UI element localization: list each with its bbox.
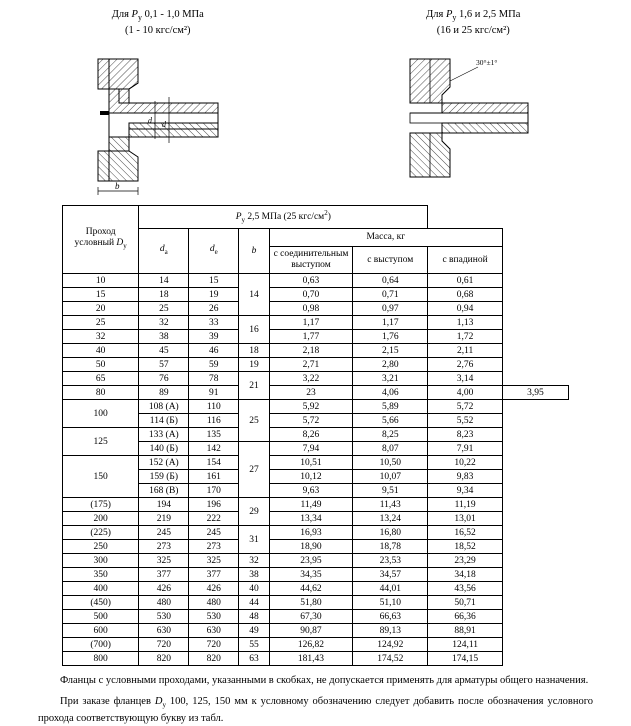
cell-mass-1: 0,70 [269,288,353,302]
cell-b: 40 [239,582,269,596]
cell-mass-1: 16,93 [269,526,353,540]
table-row [63,554,569,568]
table-row [63,414,569,428]
cell-mass-1: 13,34 [269,512,353,526]
cell-mass-1: 181,43 [269,652,353,666]
header-mass-group: Масса, кг [269,229,502,247]
cell-mass-1: 3,22 [269,372,353,386]
figure-left-caption [13,8,303,37]
cell-dn: 125 [63,428,139,456]
cell-da: 57 [139,358,189,372]
cell-db: 222 [189,512,239,526]
angle-label: 30°±1° [476,58,498,68]
figure-right-caption-line1: Для $P_у$ 1,6 и 2,5 МПа [426,9,521,23]
table-row [63,526,569,540]
cell-dn: 350 [63,568,139,582]
cell-dn: 80 [63,386,139,400]
cell-dn: 800 [63,652,139,666]
cell-da: 426 [139,582,189,596]
cell-mass-1: 8,26 [269,428,353,442]
cell-b: 14 [239,274,269,316]
header-mass-2: с выступом [353,247,428,274]
cell-mass-3: 1,13 [428,316,503,330]
cell-db: 15 [189,274,239,288]
table-row [63,470,569,484]
cell-dn: 150 [63,456,139,498]
cell-db: 59 [189,358,239,372]
cell-mass-3: 3,95 [502,386,568,400]
cell-db: 480 [189,596,239,610]
table-row [63,652,569,666]
cell-da: 114 (Б) [139,414,189,428]
cell-mass-2: 66,63 [353,610,428,624]
cell-mass-2: 0,71 [353,288,428,302]
cell-mass-1: 51,80 [269,596,353,610]
header-db: $d_е$ [189,229,239,274]
header-mass-3: с впадиной [428,247,503,274]
cell-db: 78 [189,372,239,386]
table-row [63,610,569,624]
table-row [63,428,569,442]
cell-mass-2: 2,15 [353,344,428,358]
cell-mass-3: 9,34 [428,484,503,498]
cell-da: 168 (В) [139,484,189,498]
cell-db: 196 [189,498,239,512]
svg-text:b: b [114,181,120,192]
figure-right-caption-line2: (16 и 25 кгс/см²) [436,25,510,37]
cell-dn: (700) [63,638,139,652]
cell-mass-3: 11,19 [428,498,503,512]
table-row [63,582,569,596]
table-row [63,316,569,330]
table-row [63,484,569,498]
cell-b: 16 [239,316,269,344]
cell-mass-3: 66,36 [428,610,503,624]
cell-dn: 65 [63,372,139,386]
cell-b: 32 [239,554,269,568]
cell-mass-2: 124,92 [353,638,428,652]
figure-left-caption-line1: Для $P_у$ 0,1 - 1,0 МПа [111,9,204,23]
cell-da: 194 [139,498,189,512]
cell-dn: 10 [63,274,139,288]
cell-mass-2: 10,50 [353,456,428,470]
cell-b: 25 [239,400,269,442]
flange-table-body [63,274,569,666]
cell-dn: 200 [63,512,139,526]
cell-da: 530 [139,610,189,624]
cell-mass-1: 2,18 [269,344,353,358]
cell-b: 44 [239,596,269,610]
header-mass-1: с соединительным выступом [269,247,353,274]
cell-dn: 40 [63,344,139,358]
cell-da: 630 [139,624,189,638]
table-row [63,288,569,302]
cell-da: 720 [139,638,189,652]
cell-da: 38 [139,330,189,344]
cell-da: 76 [139,372,189,386]
cell-mass-3: 5,72 [428,400,503,414]
cell-mass-2: 13,24 [353,512,428,526]
cell-b: 23 [269,386,353,400]
cell-dn: 250 [63,540,139,554]
table-row [63,358,569,372]
table-row [63,372,569,386]
cell-dn: 100 [63,400,139,428]
notes-section [0,666,631,726]
cell-mass-1: 7,94 [269,442,353,456]
cell-mass-2: 3,21 [353,372,428,386]
cell-mass-2: 16,80 [353,526,428,540]
cell-mass-2: 0,97 [353,302,428,316]
cell-db: 245 [189,526,239,540]
cell-da: 219 [139,512,189,526]
cell-mass-1: 10,51 [269,456,353,470]
cell-mass-2: 10,07 [353,470,428,484]
cell-dn: (225) [63,526,139,540]
header-b: b [239,229,269,274]
figure-right-caption [328,8,618,37]
cell-b: 29 [239,498,269,526]
table-row [63,638,569,652]
table-row [63,442,569,456]
cell-mass-3: 43,56 [428,582,503,596]
cell-mass-1: 0,63 [269,274,353,288]
cell-da: 14 [139,274,189,288]
table-row [63,330,569,344]
cell-mass-1: 126,82 [269,638,353,652]
cell-mass-3: 34,18 [428,568,503,582]
cell-b: 27 [239,442,269,498]
cell-mass-3: 23,29 [428,554,503,568]
table-row [63,596,569,610]
cell-da: 89 [139,386,189,400]
cell-mass-2: 1,17 [353,316,428,330]
table-row [63,386,569,400]
cell-mass-1: 11,49 [269,498,353,512]
cell-db: 273 [189,540,239,554]
cell-da: 377 [139,568,189,582]
cell-mass-3: 18,52 [428,540,503,554]
cell-b: 49 [239,624,269,638]
cell-db: 142 [189,442,239,456]
cell-b: 18 [239,344,269,358]
header-pressure: $P_у$ 2,5 МПа (25 кгс/$см^2$) [139,206,428,229]
cell-mass-1: 0,98 [269,302,353,316]
cell-mass-1: 2,71 [269,358,353,372]
note-2: При заказе фланцев $D_у$ 100, 125, 150 мм к условному обозначению следует добавить после обозначения условного прохода соответствующую букву из табл. [38,696,593,725]
cell-dn: 15 [63,288,139,302]
cell-mass-2: 2,80 [353,358,428,372]
cell-mass-1: 1,77 [269,330,353,344]
cell-mass-2: 4,00 [428,386,503,400]
cell-mass-2: 34,57 [353,568,428,582]
cell-b: 48 [239,610,269,624]
cell-mass-2: 51,10 [353,596,428,610]
cell-mass-3: 5,52 [428,414,503,428]
cell-dn: 50 [63,358,139,372]
cell-b: 31 [239,526,269,554]
cell-db: 26 [189,302,239,316]
cell-mass-3: 7,91 [428,442,503,456]
cell-db: 154 [189,456,239,470]
header-da: $d_а$ [139,229,189,274]
cell-mass-2: 1,76 [353,330,428,344]
cell-mass-3: 3,14 [428,372,503,386]
flange-table [62,205,569,666]
cell-db: 33 [189,316,239,330]
cell-mass-2: 8,25 [353,428,428,442]
cell-mass-3: 174,15 [428,652,503,666]
cell-da: 152 (А) [139,456,189,470]
cell-da: 140 (Б) [139,442,189,456]
cell-da: 820 [139,652,189,666]
header-dn: Проход условный $D_у$ [63,206,139,274]
cell-da: 245 [139,526,189,540]
cell-mass-3: 1,72 [428,330,503,344]
cell-mass-3: 124,11 [428,638,503,652]
table-row [63,400,569,414]
cell-db: 630 [189,624,239,638]
cell-mass-3: 0,94 [428,302,503,316]
cell-db: 116 [189,414,239,428]
flange-table-wrap [0,205,631,666]
cell-db: 377 [189,568,239,582]
cell-mass-3: 2,11 [428,344,503,358]
cell-mass-3: 0,61 [428,274,503,288]
cell-db: 135 [189,428,239,442]
cell-db: 19 [189,288,239,302]
cell-mass-1: 90,87 [269,624,353,638]
cell-mass-3: 10,22 [428,456,503,470]
cell-db: 325 [189,554,239,568]
cell-da: 159 (Б) [139,470,189,484]
cell-dn: 20 [63,302,139,316]
cell-mass-3: 13,01 [428,512,503,526]
cell-da: 45 [139,344,189,358]
cell-mass-2: 0,64 [353,274,428,288]
table-row [63,624,569,638]
cell-mass-2: 44,01 [353,582,428,596]
cell-mass-3: 50,71 [428,596,503,610]
cell-b: 19 [239,358,269,372]
cell-dn: (450) [63,596,139,610]
cell-da: 273 [139,540,189,554]
cell-mass-2: 5,66 [353,414,428,428]
cell-dn: 25 [63,316,139,330]
cell-mass-3: 88,91 [428,624,503,638]
cell-mass-1: 34,35 [269,568,353,582]
cell-dn: 300 [63,554,139,568]
cell-dn: 600 [63,624,139,638]
cell-dn: 400 [63,582,139,596]
cell-db: 720 [189,638,239,652]
cell-mass-1: 44,62 [269,582,353,596]
cell-mass-3: 0,68 [428,288,503,302]
cell-da: 480 [139,596,189,610]
figure-right [328,8,618,201]
cell-mass-1: 1,17 [269,316,353,330]
cell-mass-3: 8,23 [428,428,503,442]
cell-da: 325 [139,554,189,568]
figure-left [13,8,303,201]
figure-left-caption-line2: (1 - 10 кгс/см²) [124,25,191,37]
cell-mass-1: 18,90 [269,540,353,554]
cell-b: 21 [239,372,269,400]
cell-mass-1: 9,63 [269,484,353,498]
cell-db: 530 [189,610,239,624]
figures-row [0,0,631,205]
figure-left-drawing [13,41,303,201]
table-row [63,456,569,470]
cell-mass-2: 11,43 [353,498,428,512]
cell-mass-1: 67,30 [269,610,353,624]
cell-mass-2: 8,07 [353,442,428,456]
cell-mass-3: 2,76 [428,358,503,372]
cell-b: 55 [239,638,269,652]
cell-db: 110 [189,400,239,414]
cell-db: 426 [189,582,239,596]
cell-mass-3: 9,83 [428,470,503,484]
cell-mass-1: 5,92 [269,400,353,414]
cell-dn: 500 [63,610,139,624]
cell-da: 18 [139,288,189,302]
cell-da: 32 [139,316,189,330]
cell-db: 91 [189,386,239,400]
table-row [63,512,569,526]
cell-mass-2: 89,13 [353,624,428,638]
cell-mass-2: 174,52 [353,652,428,666]
cell-mass-2: 5,89 [353,400,428,414]
cell-mass-1: 4,06 [353,386,428,400]
cell-db: 39 [189,330,239,344]
table-row [63,540,569,554]
cell-mass-2: 23,53 [353,554,428,568]
cell-dn: (175) [63,498,139,512]
cell-mass-1: 5,72 [269,414,353,428]
cell-mass-3: 16,52 [428,526,503,540]
svg-text:d: d [161,120,166,130]
svg-text:d: d [147,116,152,126]
cell-db: 46 [189,344,239,358]
cell-mass-2: 18,78 [353,540,428,554]
cell-mass-2: 9,51 [353,484,428,498]
figure-right-drawing [328,41,618,201]
cell-dn: 32 [63,330,139,344]
table-row [63,568,569,582]
cell-da: 25 [139,302,189,316]
table-row [63,302,569,316]
cell-db: 170 [189,484,239,498]
cell-da: 133 (А) [139,428,189,442]
cell-da: 108 (А) [139,400,189,414]
cell-mass-1: 23,95 [269,554,353,568]
table-row [63,498,569,512]
note-1: Фланцы с условными проходами, указанными в скобках, не допускается применять для арматуры общего назначения. [60,675,589,687]
table-row [63,274,569,288]
table-row [63,344,569,358]
cell-b: 63 [239,652,269,666]
cell-db: 161 [189,470,239,484]
cell-b: 38 [239,568,269,582]
cell-mass-1: 10,12 [269,470,353,484]
cell-db: 820 [189,652,239,666]
